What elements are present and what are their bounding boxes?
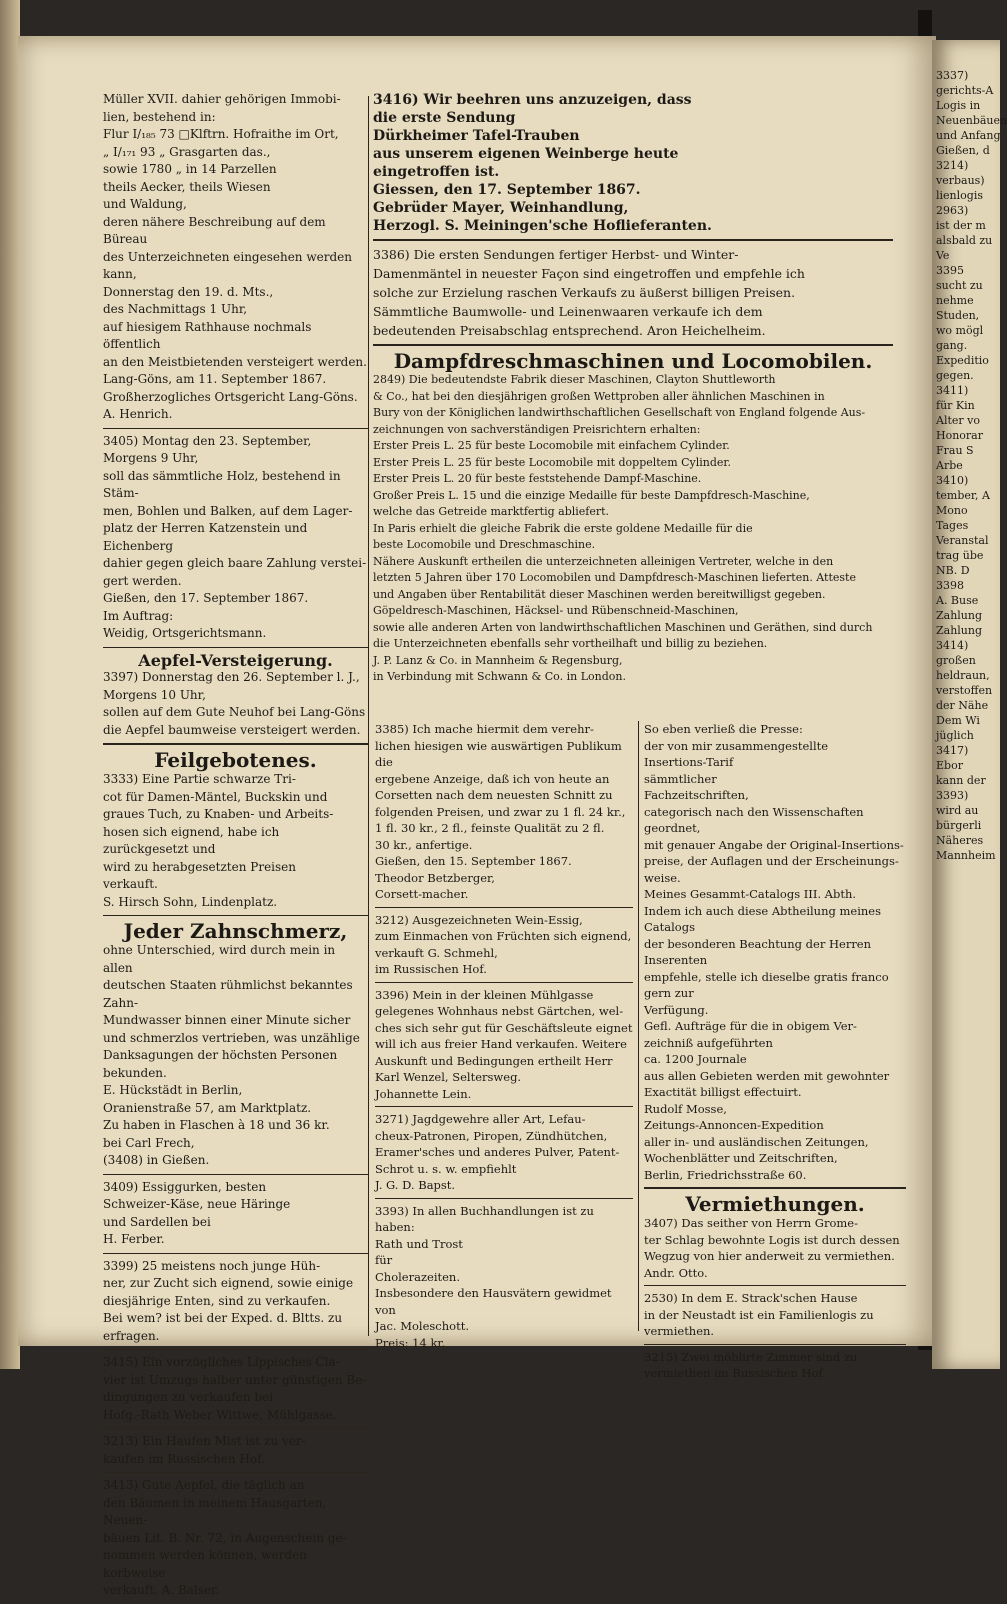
text-line: sowie 1780 „ in 14 Parzellen [103,162,277,176]
subcolumn-left [375,721,633,1355]
text-line: der von mir zusammengestellte [644,738,829,753]
ad-3409 [103,1179,368,1249]
text-line: 3416) Wir beehren uns anzuzeigen, dass [373,92,692,108]
ad-3413 [103,1477,368,1600]
text-line: 3414) [936,639,969,652]
text-line: Müller XVII. dahier gehörigen Immobi- [103,92,341,106]
apfel-versteigerung-title: Aepfel-Versteigerung. [138,650,333,670]
text-line: Näheres [936,834,984,847]
ad-3397 [103,669,368,739]
text-line: Meines Gesammt-Catalogs III. Abth. [644,887,857,901]
text-line: vermiethen im Russischen Hof. [644,1366,826,1380]
text-line: solche zur Erzielung raschen Verkaufs zu äußerst billigen Preisen. [373,285,796,300]
book-spine [0,0,20,1369]
text-line: auf hiesigem Rathhause nochmals öffentlich [103,319,312,351]
text-line: Alter vo [936,414,980,427]
text-line: Cholerazeiten. [375,1269,460,1284]
text-line: Zahlung [936,624,983,637]
text-line: vier ist Umzugs halber unter günstigen Be- [103,1372,367,1387]
ad-2530 [644,1290,906,1340]
text-line: Honorar [936,429,983,442]
text-line: (3408) in Gießen. [103,1153,210,1167]
text-line: der Nähe [936,699,989,712]
newspaper-page [18,36,936,1597]
text-line: deutschen Staaten rühmlichst bekanntes Zahn- [103,978,353,1010]
text-line: alsbald zu [936,234,993,247]
facing-page-text [932,40,1007,863]
ad-mosse-fachzeitschriften [644,721,906,1183]
text-line: men, Bohlen und Balken, auf dem Lager- [103,503,353,518]
text-line: & Co., hat bei den diesjährigen großen Wettproben aller ähnlichen Maschinen in [373,389,825,403]
zahnschmerz-title: Jeder Zahnschmerz, [123,919,348,943]
text-line: Mundwasser binnen einer Minute sicher [103,1013,351,1027]
text-line: Zu haben in Flaschen à 18 und 36 kr. [103,1118,330,1132]
text-line: verkauft. [103,877,158,891]
ad-3215 [644,1349,906,1382]
text-line: Ebor [936,759,963,772]
ad-3396-wohnhaus [375,987,633,1103]
text-line: Ve [936,249,950,262]
text-line: Großherzogliches Ortsgericht Lang-Göns. [103,389,358,404]
text-line: will ich aus freier Hand verkaufen. Weitere [375,1037,627,1051]
text-line: kann der [936,774,986,787]
text-line: die Unterzeichneten ebenfalls sehr vortheilhaft und billig zu beziehen. [373,637,768,650]
text-line: 2530) In dem E. Strack'schen Hause [644,1291,858,1305]
text-line: Verfügung. [644,1002,709,1017]
text-line: in der Neustadt ist ein Familienlogis zu [644,1307,874,1322]
text-line: Bury von der Königlichen landwirthschaftlichen Gesellschaft von England folgende Aus- [373,406,866,419]
text-line: Gießen, den 15. September 1867. [375,854,572,868]
text-line: welche das Getreide marktfertig abliefert. [373,505,610,518]
text-line: theils Aecker, theils Wiesen [103,179,271,194]
text-line: Exactität billigst effectuirt. [644,1085,802,1099]
text-line: zeichniß aufgeführten [644,1035,773,1050]
text-line: letzten 5 Jahren über 170 Locomobilen und Dampfdresch-Maschinen lieferten. Atteste [373,571,856,584]
text-line: verstoffen [936,684,993,697]
text-line: Dürkheimer Tafel-Trauben [373,128,580,144]
text-line: gert werden. [103,573,182,588]
text-line: gerichts-A [936,84,994,97]
ad-3213 [103,1433,368,1468]
text-line: Großer Preis L. 15 und die einzige Medaille für beste Dampfdresch-Maschine, [373,488,810,502]
text-line: Schweizer-Käse, neue Häringe [103,1197,291,1211]
ad-3407 [644,1215,906,1281]
text-line: 3413) Gute Aepfel, die täglich an [103,1478,305,1492]
text-line: dahier gegen gleich baare Zahlung verstei- [103,556,367,570]
text-line: Rath und Trost [375,1236,463,1251]
text-line: ca. 1200 Journale [644,1052,747,1066]
text-line: Hofg.-Rath Weber Wittwe, Mühlgasse. [103,1407,337,1422]
text-line: eingetroffen ist. [373,164,500,180]
text-line: ter Schlag bewohnte Logis ist durch dessen [644,1232,900,1247]
text-line: Wochenblätter und Zeitschriften, [644,1151,838,1165]
text-line: Schrot u. s. w. empfiehlt [375,1161,517,1176]
text-line: Auskunft und Bedingungen ertheilt Herr [375,1053,613,1068]
text-line: Flur I/₁₈₅ 73 □Klftrn. Hofraithe im Ort, [103,127,339,141]
text-line: 3393) [936,789,969,802]
text-line: Johannette Lein. [375,1086,472,1101]
text-line: ist der m [936,219,986,232]
text-line: 3385) Ich mache hiermit dem verehr- [375,722,594,736]
text-line: wird au [936,804,979,817]
ad-2849 [373,372,893,686]
text-line: A. Henrich. [103,407,173,421]
text-line: bürgerli [936,819,982,832]
subcolumn-divider [638,721,639,1331]
text-line: dingungen zu verkaufen bei [103,1390,274,1404]
text-line: folgenden Preisen, und zwar zu 1 fl. 24 kr., [375,804,626,819]
text-line: empfehle, stelle ich dieselbe gratis franco gern zur [644,969,889,1000]
text-line: mit genauer Angabe der Original-Insertions- [644,837,904,852]
text-line: nehme [936,294,974,307]
text-line: Dem Wi [936,714,980,727]
text-line: Rudolf Mosse, [644,1101,727,1116]
text-line: 2963) [936,204,969,217]
text-line: 3410) [936,474,969,487]
text-line: Gießen, d [936,144,990,157]
ad-3212-weinessig [375,912,633,978]
text-line: Tages [936,519,969,532]
text-line: und Anfang [936,129,1001,142]
text-line: 3399) 25 meistens noch junge Hüh- [103,1258,321,1273]
text-line: tember, A [936,489,990,502]
text-line: 3386) Die ersten Sendungen fertiger Herbst- und Winter- [373,247,739,262]
text-line: trag übe [936,549,984,562]
text-line: und Sardellen bei [103,1214,211,1229]
text-line: J. G. D. Bapst. [375,1178,456,1192]
text-line: bäuen Lit. B. Nr. 72, in Augenschein ge- [103,1530,347,1545]
text-line: Arbe [936,459,963,472]
text-line: Oranienstraße 57, am Marktplatz. [103,1100,312,1115]
text-line: Erster Preis L. 25 für beste Locomobile mit doppeltem Cylinder. [373,455,731,469]
text-line: haben: [375,1220,415,1234]
text-line: wo mögl [936,324,984,337]
feilgebotenes-title: Feilgebotenes. [154,748,317,772]
right-column [373,91,893,690]
subcolumn-right [644,721,906,1386]
text-line: Logis in [936,99,981,112]
text-line: 3405) Montag den 23. September, [103,433,312,448]
dampfdresch-title: Dampfdreschmaschinen und Locomobilen. [393,349,873,373]
text-line: A. Buse [936,594,979,607]
text-line: categorisch nach den Wissenschaften geordnet, [644,804,864,835]
text-line: ner, zur Zucht sich eignend, sowie einige [103,1276,354,1290]
text-line: 3415) Ein vorzügliches Lippisches Cla- [103,1355,340,1369]
text-line: E. Hückstädt in Berlin, [103,1083,243,1097]
text-line: nommen werden können, werden korbweise [103,1548,307,1580]
text-line: aus allen Gebieten werden mit gewohnter [644,1068,890,1083]
text-line: Andr. Otto. [644,1265,708,1280]
text-line: soll das sämmtliche Holz, bestehend in Stäm- [103,468,341,500]
text-line: der besonderen Beachtung der Herren Inserenten [644,936,872,967]
text-line: gegen. [936,369,974,382]
text-line: „ I/₁₇₁ 93 „ Grasgarten das., [103,144,271,159]
text-line: und schmerzlos vertrieben, was unzählige [103,1030,360,1045]
text-line: erfragen. [103,1328,160,1343]
text-line: Morgens 10 Uhr, [103,687,206,702]
text-line: 3395 [936,264,964,277]
text-line: Eramer'sches und anderes Pulver, Patent- [375,1145,620,1159]
text-line: 3271) Jagdgewehre aller Art, Lefau- [375,1112,586,1126]
text-line: wird zu herabgesetzten Preisen [103,859,297,874]
text-line: 2849) Die bedeutendste Fabrik dieser Maschinen, Clayton Shuttleworth [373,373,776,386]
ad-3393-rath-und-trost [375,1203,633,1352]
text-line: 3409) Essiggurken, besten [103,1179,267,1194]
text-line: Gefl. Aufträge für die in obigem Ver- [644,1019,857,1033]
text-line: Gießen, den 17. September 1867. [103,591,309,605]
text-line: bei Carl Frech, [103,1135,195,1150]
text-line: Corsetten nach dem neuesten Schnitt zu [375,788,613,802]
text-line: ohne Unterschied, wird durch mein in allen [103,943,336,975]
ad-3386-damenmaentel [373,245,893,340]
text-line: großen [936,654,976,667]
text-line: Theodor Betzberger, [375,870,495,885]
text-line: 3398 [936,579,964,592]
text-line: an den Meistbietenden versteigert werden. [103,354,367,369]
text-line: Jac. Moleschott. [375,1319,469,1333]
text-line: 1 fl. 30 kr., 2 fl., feinste Qualität zu 2 fl. [375,821,605,835]
text-line: Berlin, Friedrichsstraße 60. [644,1167,807,1182]
text-line: 30 kr., anfertige. [375,837,473,852]
text-line: aller in- und ausländischen Zeitungen, [644,1134,869,1149]
column-divider [368,96,369,1336]
text-line: 3337) [936,69,969,82]
text-line: Wegzug von hier anderweit zu vermiethen. [644,1249,895,1263]
text-line: 3214) [936,159,969,172]
text-line: platz der Herren Katzenstein und Eichenberg [103,521,308,553]
text-line: Gebrüder Mayer, Weinhandlung, [373,200,629,216]
text-line: Mannheim [936,849,996,862]
text-line: die Aepfel baumweise versteigert werden. [103,722,361,737]
text-line: vermiethen. [644,1324,715,1338]
text-line: zeichnungen von sachverständigen Preisrichtern erhalten: [373,422,701,436]
text-line: Danksagungen der höchsten Personen bekunden. [103,1048,338,1080]
text-line: lichen hiesigen wie auswärtigen Publikum die [375,738,622,769]
text-line: 3411) [936,384,969,397]
text-line: jüglich [936,729,974,742]
text-line: Neuenbäuen [936,114,1007,127]
text-line: 3212) Ausgezeichneten Wein-Essig, [375,912,583,927]
text-line: ches sich sehr gut für Geschäftsleute eignet [375,1020,633,1035]
text-line: 3396) Mein in der kleinen Mühlgasse [375,987,594,1002]
text-line: 3407) Das seither von Herrn Grome- [644,1216,858,1230]
text-line: cheux-Patronen, Piropen, Zündhütchen, [375,1128,608,1143]
text-line: lien, bestehend in: [103,109,216,124]
text-line: 3215) Zwei möblirte Zimmer sind zu [644,1349,858,1364]
text-line: Erster Preis L. 25 für beste Locomobile mit einfachem Cylinder. [373,439,730,452]
text-line: zum Einmachen von Früchten sich eignend, [375,929,632,943]
text-line: Lang-Göns, am 11. September 1867. [103,372,327,386]
text-line: Damenmäntel in neuester Façon sind eingetroffen und empfehle ich [373,266,805,281]
text-line: für [375,1253,393,1267]
ad-3415 [103,1354,368,1424]
text-line: Veranstal [936,534,989,547]
facing-page-fragment [932,40,1007,1369]
text-line: Zeitungs-Annoncen-Expedition [644,1118,824,1132]
text-line: Insbesondere den Hausvätern gewidmet [375,1286,612,1300]
text-line: im Russischen Hof. [375,962,487,976]
text-line: verkauft. A. Balser. [103,1583,220,1597]
text-line: bedeutenden Preisabschlag entsprechend. Aron Heichelheim. [373,323,766,338]
text-line: Giessen, den 17. September 1867. [373,182,641,198]
text-line: S. Hirsch Sohn, Lindenplatz. [103,894,278,909]
text-line: deren nähere Beschreibung auf dem Büreau [103,214,326,246]
text-line: ergebene Anzeige, daß ich von heute an [375,771,610,786]
ad-3385-corsetten [375,721,633,903]
text-line: Erster Preis L. 20 für beste feststehende Dampf-Maschine. [373,472,702,485]
text-line: Bei wem? ist bei der Exped. d. Bltts. zu [103,1311,343,1325]
vermiethungen-title: Vermiethungen. [685,1192,865,1216]
text-line: Mono [936,504,968,517]
text-line: verkauft G. Schmehl, [375,945,498,960]
text-line: Insertions-Tarif [644,755,734,769]
ad-3408 [103,942,368,1170]
text-line: Expeditio [936,354,989,367]
text-line: für Kin [936,399,975,412]
text-line: In Paris erhielt die gleiche Fabrik die erste goldene Medaille für die [373,521,753,535]
text-line: Corsett-macher. [375,887,469,901]
text-line: Donnerstag den 19. d. Mts., [103,284,274,299]
text-line: Studen, [936,309,980,322]
auction-immobilien [103,91,368,424]
text-line: 3333) Eine Partie schwarze Tri- [103,772,296,786]
text-line: 3417) [936,744,969,757]
text-line: sämmtlicher [644,771,717,786]
text-line: gang. [936,339,968,352]
text-line: Sämmtliche Baumwolle- und Leinenwaaren verkaufe ich dem [373,304,763,319]
ad-3271-jagdgewehre [375,1111,633,1194]
text-line: Zahlung [936,609,983,622]
text-line: Preis: 14 kr. [375,1335,446,1350]
text-line: Im Auftrag: [103,608,174,623]
text-line: Nähere Auskunft ertheilen die unterzeichneten alleinigen Vertreter, welche in den [373,554,834,568]
text-line: H. Ferber. [103,1232,165,1246]
text-line: heldraun, [936,669,990,682]
text-line: preise, der Auflagen und der Erscheinungs- [644,854,899,868]
text-line: sucht zu [936,279,983,292]
text-line: verbaus) [936,174,985,187]
text-line: 3213) Ein Haufen Mist ist zu ver- [103,1434,306,1448]
text-line: diesjährige Enten, sind zu verkaufen. [103,1293,331,1308]
left-column [103,91,368,1604]
text-line: die erste Sendung [373,110,516,126]
text-line: lienlogis [936,189,983,202]
text-line: des Unterzeichneten eingesehen werden kann, [103,249,352,281]
text-line: und Waldung, [103,197,187,211]
ad-3333 [103,771,368,911]
text-line: den Bäumen in meinem Hausgarten, Neuen- [103,1495,327,1527]
text-line: beste Locomobile und Dreschmaschine. [373,538,596,551]
text-line: Fachzeitschriften, [644,788,749,802]
text-line: So eben verließ die Presse: [644,722,803,736]
text-line: sollen auf dem Gute Neuhof bei Lang-Göns [103,705,366,719]
text-line: weise. [644,870,681,885]
ad-3416-trauben [373,91,893,235]
text-line: Indem ich auch diese Abtheilung meines Catalogs [644,903,882,934]
text-line: aus unserem eigenen Weinberge heute [373,146,679,162]
text-line: sowie alle anderen Arten von landwirthschaftlichen Maschinen und Geräthen, sind durch [373,620,873,634]
text-line: J. P. Lanz & Co. in Mannheim & Regensburg, [373,653,623,667]
ad-3399 [103,1258,368,1346]
text-line: NB. D [936,564,970,577]
text-line: 3397) Donnerstag den 26. September l. J., [103,670,360,684]
text-line: von [375,1302,396,1317]
text-line: graues Tuch, zu Knaben- und Arbeits- [103,807,334,821]
text-line: kaufen im Russischen Hof. [103,1451,265,1466]
text-line: 3393) In allen Buchhandlungen ist zu [375,1203,594,1218]
text-line: Frau S [936,444,974,457]
text-line: Karl Wenzel, Seltersweg. [375,1070,522,1084]
text-line: Göpeldresch-Maschinen, Häcksel- und Rübenschneid-Maschinen, [373,604,739,617]
text-line: und Angaben über Rentabilität dieser Maschinen werden bereitwilligst gegeben. [373,587,826,601]
text-line: gelegenes Wohnhaus nebst Gärtchen, wel- [375,1004,624,1018]
text-line: Morgens 9 Uhr, [103,451,199,465]
text-line: Herzogl. S. Meiningen'sche Hoflieferanten. [373,218,712,234]
text-line: cot für Damen-Mäntel, Buckskin und [103,789,328,804]
text-line: hosen sich eignend, habe ich zurückgesetzt und [103,824,280,856]
text-line: in Verbindung mit Schwann & Co. in London. [373,670,626,683]
text-line: Weidig, Ortsgerichtsmann. [103,626,267,640]
text-line: des Nachmittags 1 Uhr, [103,302,248,316]
ad-3405-holz [103,433,368,643]
